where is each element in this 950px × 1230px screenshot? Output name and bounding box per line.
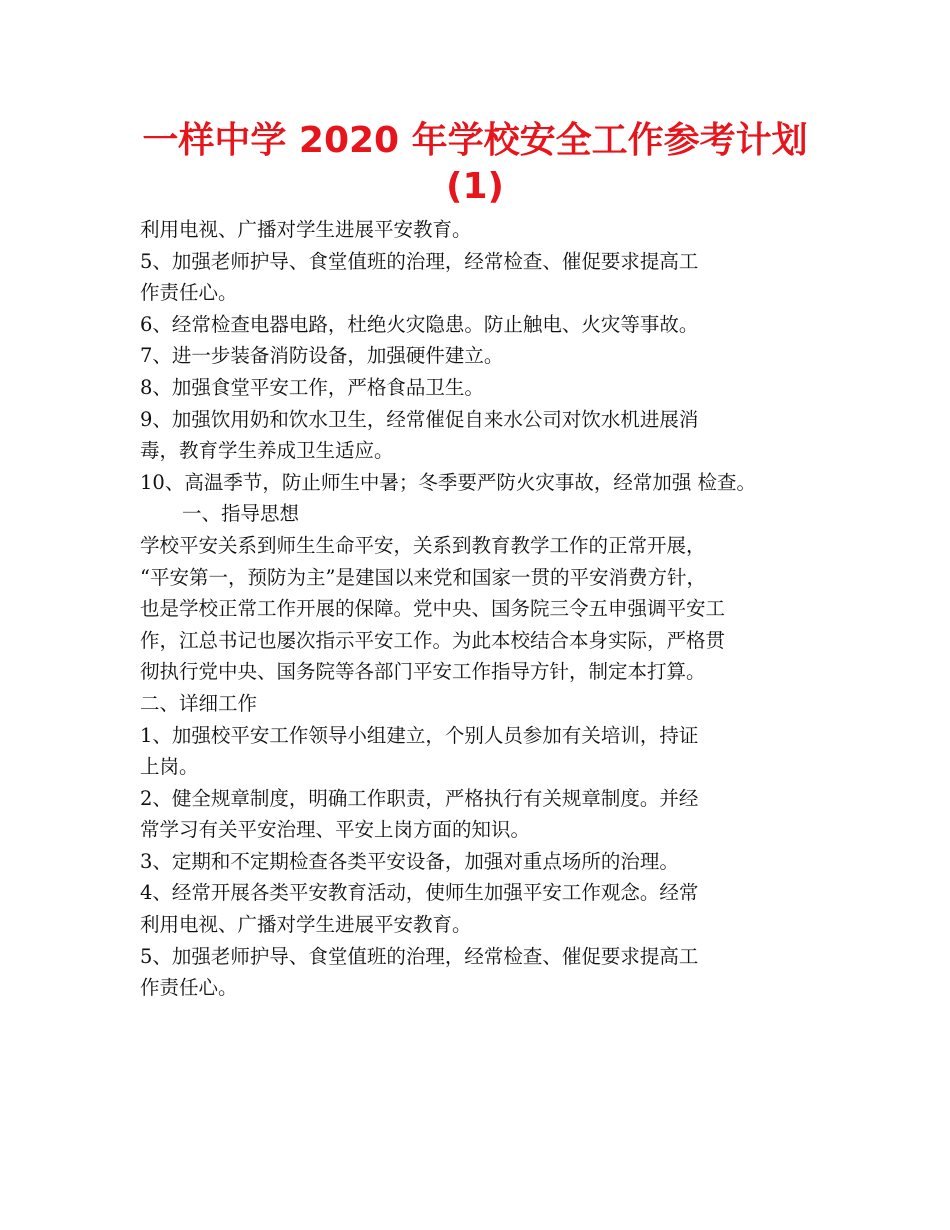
body-line: 3、定期和不定期检查各类平安设备，加强对重点场所的治理。 — [140, 849, 679, 873]
body-line: 4、经常开展各类平安教育活动，使师生加强平安工作观念。经常 — [140, 881, 699, 905]
body-line: 5、加强老师护导、食堂值班的治理，经常检查、催促要求提高工 — [140, 249, 699, 273]
document-body — [140, 214, 830, 1004]
body-line: 也是学校正常工作开展的保障。党中央、国务院三令五申强调平安工 — [140, 597, 726, 621]
body-line: 9、加强饮用奶和饮水卫生，经常催促自来水公司对饮水机进展消 — [140, 407, 699, 431]
body-line: 2、健全规章制度，明确工作职责，严格执行有关规章制度。并经 — [140, 786, 699, 810]
body-line: 上岗。 — [140, 755, 199, 779]
body-line: 7、进一步装备消防设备，加强硬件建立。 — [140, 344, 504, 368]
body-line: 常学习有关平安治理、平安上岗方面的知识。 — [140, 818, 531, 842]
body-line: 作责任心。 — [140, 281, 238, 305]
body-line: 1、加强校平安工作领导小组建立，个别人员参加有关培训，持证 — [140, 723, 699, 747]
body-line: 利用电视、广播对学生进展平安教育。 — [140, 913, 472, 937]
body-line: 8、加强食堂平安工作，严格食品卫生。 — [140, 375, 484, 399]
body-line: 彻执行党中央、国务院等各部门平安工作指导方针，制定本打算。 — [140, 660, 706, 684]
body-line: 作，江总书记也屡次指示平安工作。为此本校结合本身实际，严格贯 — [140, 628, 726, 652]
body-line: 5、加强老师护导、食堂值班的治理，经常检查、催促要求提高工 — [140, 944, 699, 968]
title-line-1: 一样中学 2020 年学校安全工作参考计划 — [142, 120, 808, 161]
body-line: 学校平安关系到师生生命平安，关系到教育教学工作的正常开展， — [140, 533, 706, 557]
body-line: “平安第一，预防为主”是建国以来党和国家一贯的平安消费方针， — [140, 565, 706, 589]
section-heading: 一、指导思想 — [182, 502, 300, 526]
body-line: 6、经常检查电器电路，杜绝火灾隐患。防止触电、火灾等事故。 — [140, 312, 699, 336]
body-line: 10、高温季节，防止师生中暑；冬季要严防火灾事故，经常加强 检查。 — [140, 470, 757, 494]
section-heading: 二、详细工作 — [140, 691, 258, 715]
body-line: 利用电视、广播对学生进展平安教育。 — [140, 218, 472, 241]
document-title — [0, 118, 950, 210]
body-line: 毒，教育学生养成卫生适应。 — [140, 439, 394, 463]
title-line-2: (1) — [446, 166, 504, 207]
body-line: 作责任心。 — [140, 976, 238, 1000]
